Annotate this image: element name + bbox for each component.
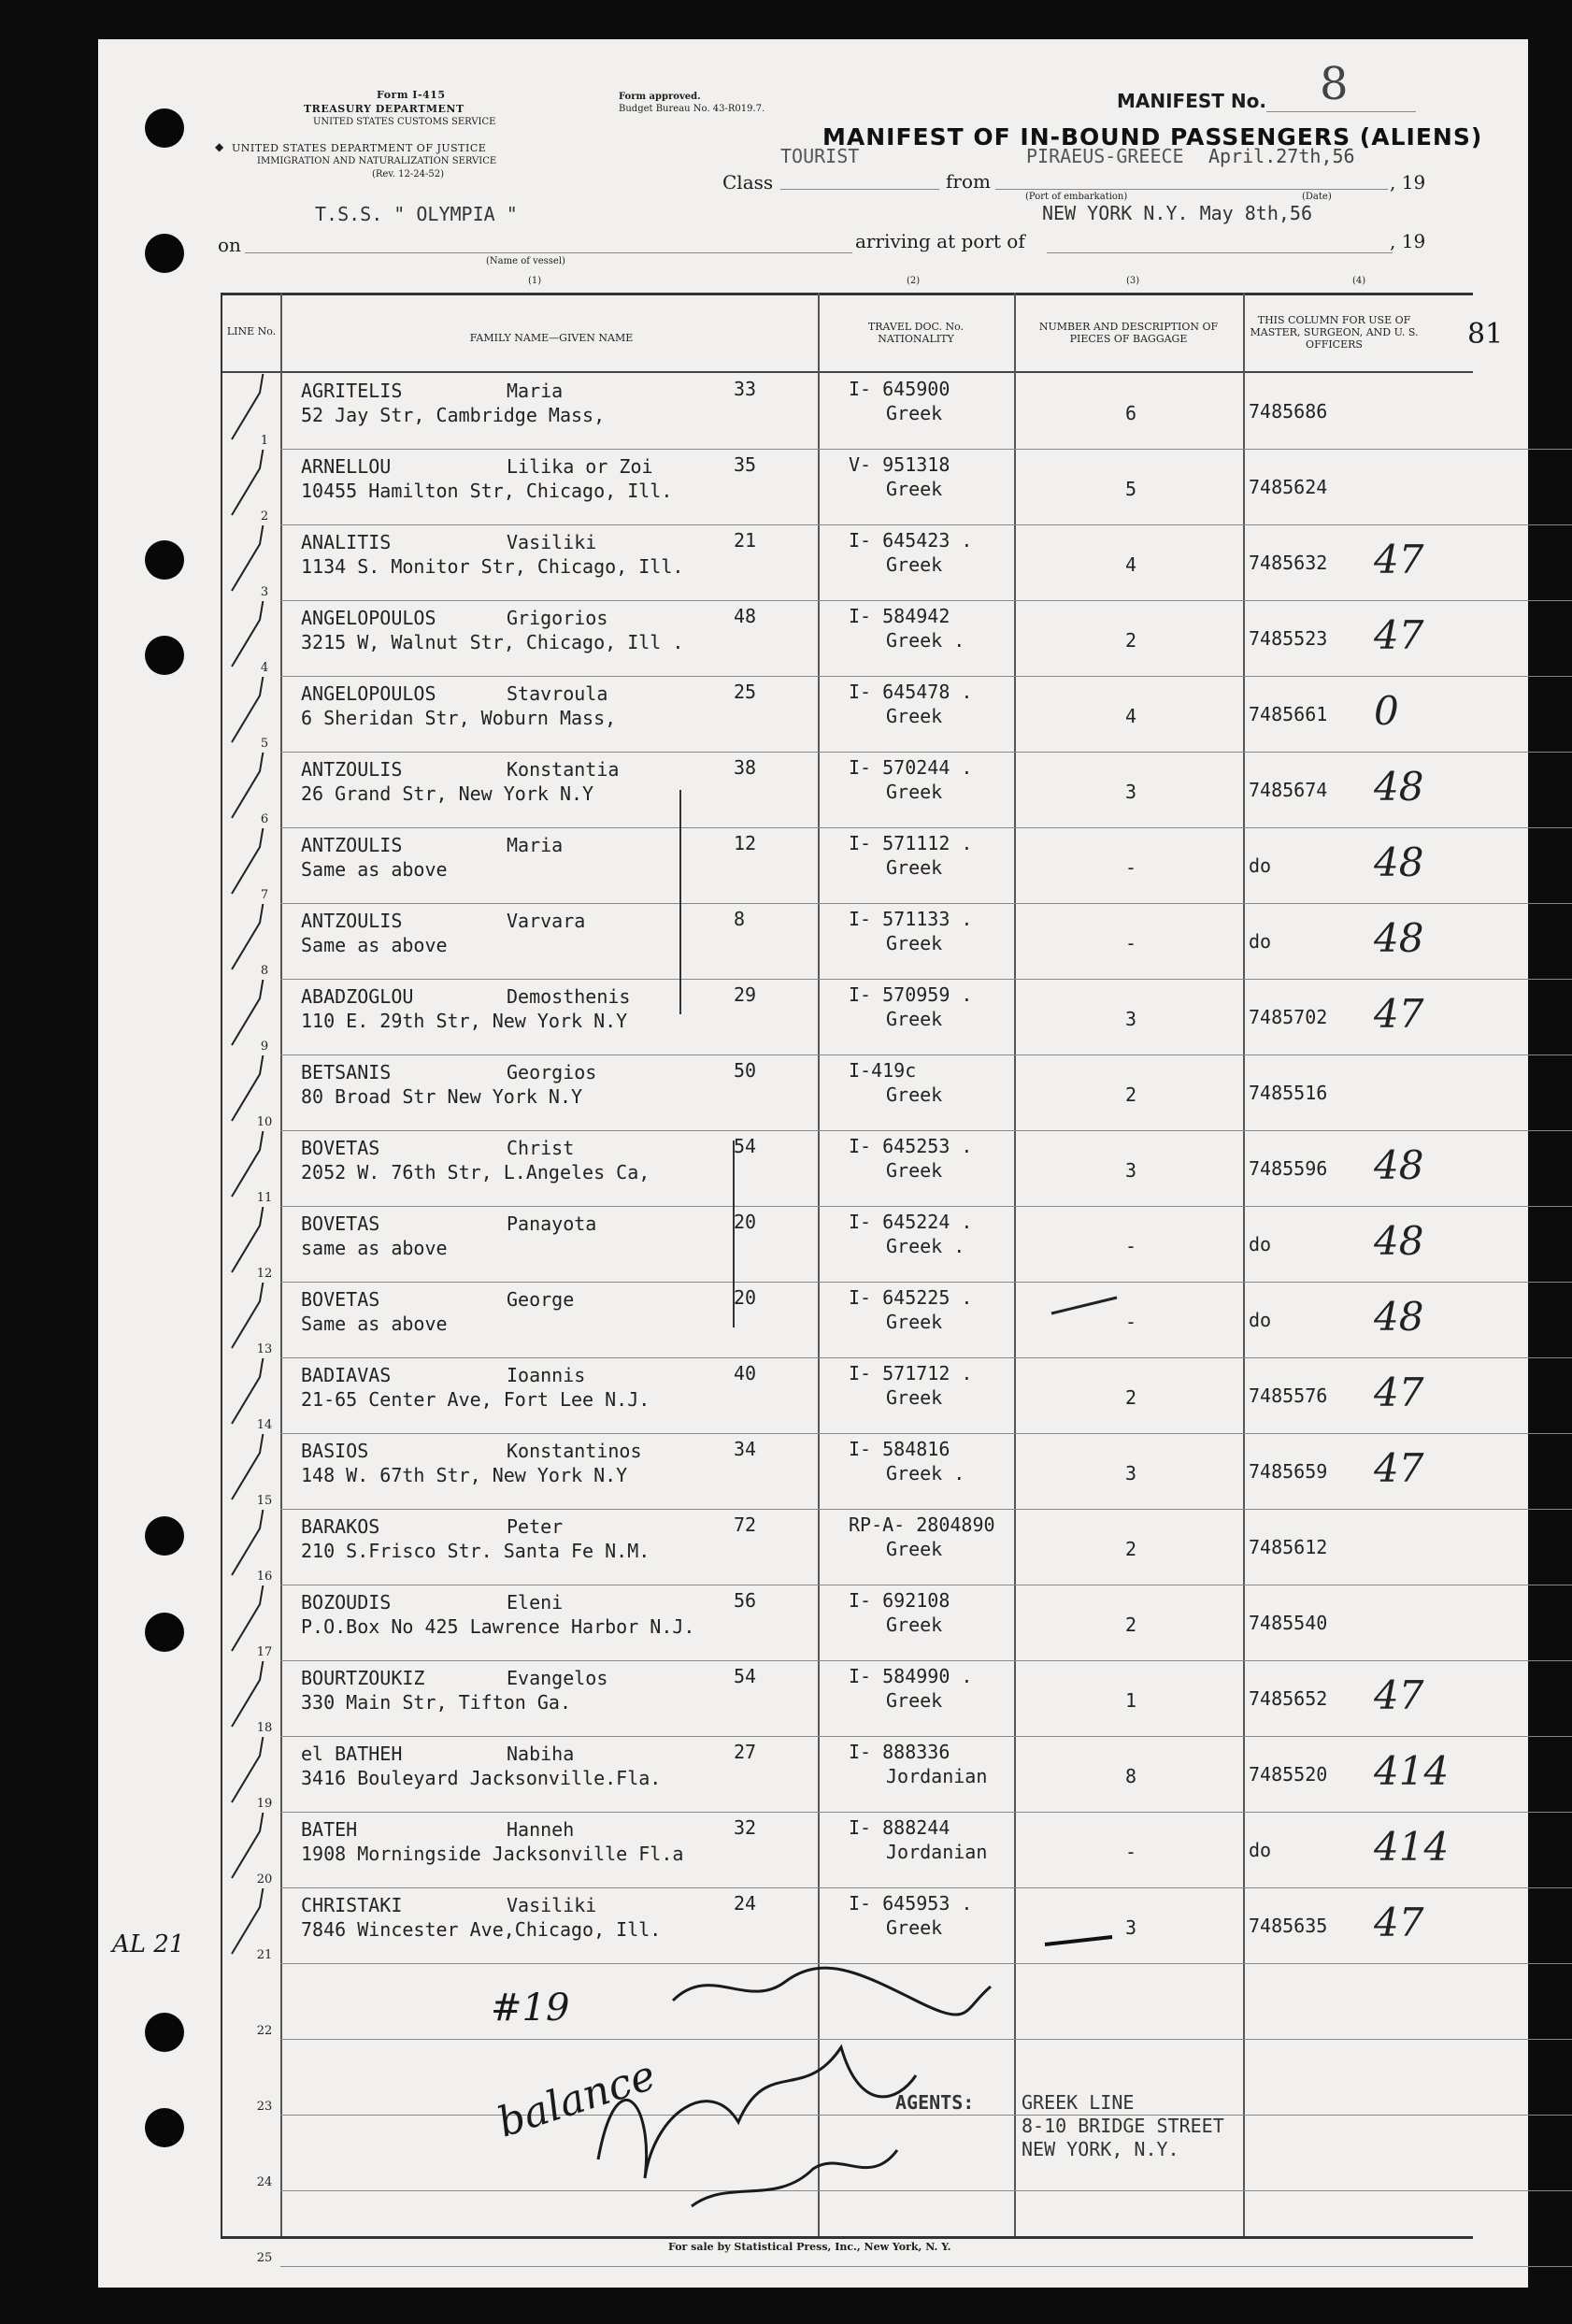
ticket-number: 7485661 [1249, 703, 1328, 725]
line-number: 10 [256, 1115, 273, 1129]
header-line-no: LINE No. [226, 325, 277, 337]
line-number: 17 [256, 1645, 273, 1659]
baggage-count: 8 [1124, 1765, 1137, 1787]
ticket-number: do [1249, 1309, 1272, 1331]
form-number: Form I-415 [377, 89, 446, 101]
given-name: Georgios [507, 1061, 597, 1083]
vessel-name: T.S.S. " OLYMPIA " [315, 203, 518, 225]
address: P.O.Box No 425 Lawrence Harbor N.J. [301, 1615, 695, 1638]
nationality: Greek [886, 478, 943, 500]
baggage-count: - [1124, 1311, 1137, 1333]
date-label: (Date) [1302, 192, 1332, 202]
dash-mark [1045, 1937, 1112, 1944]
line-number: 8 [260, 964, 269, 978]
given-name: George [507, 1288, 575, 1311]
address: 26 Grand Str, New York N.Y [301, 782, 594, 805]
ticket-number: 7485635 [1249, 1915, 1328, 1937]
baggage-count: 3 [1124, 1159, 1137, 1182]
address: 110 E. 29th Str, New York N.Y [301, 1010, 628, 1032]
vessel-label: (Name of vessel) [486, 256, 565, 266]
address: 1134 S. Monitor Str, Chicago, Ill. [301, 555, 684, 578]
address: 80 Broad Str New York N.Y [301, 1085, 583, 1108]
family-name: ANTZOULIS [301, 910, 403, 932]
line-number: 20 [256, 1872, 273, 1886]
header-officers: THIS COLUMN FOR USE OF MASTER, SURGEON, AND U. S. OFFICERS [1250, 314, 1419, 351]
given-name: Stavroula [507, 682, 608, 705]
given-name: Konstantia [507, 758, 620, 781]
nationality: Greek [886, 781, 943, 803]
on-label: on [218, 234, 241, 256]
sheet-number: 81 [1467, 318, 1504, 351]
given-name: Ioannis [507, 1364, 586, 1386]
baggage-count: 2 [1124, 1538, 1137, 1560]
given-name: Grigorios [507, 607, 608, 629]
age: 20 [734, 1211, 757, 1233]
officer-note: 47 [1374, 1900, 1424, 1945]
officer-note: 48 [1374, 839, 1424, 885]
treasury-dept: TREASURY DEPARTMENT [304, 103, 464, 115]
baggage-count: 2 [1124, 1386, 1137, 1409]
column-number: (2) [907, 276, 921, 286]
family-name: ANALITIS [301, 531, 392, 553]
ticket-number: 7485520 [1249, 1763, 1328, 1786]
form-revision: (Rev. 12-24-52) [372, 169, 445, 179]
nationality: Greek [886, 856, 943, 879]
family-name: AGRITELIS [301, 380, 403, 402]
age: 38 [734, 756, 757, 779]
address: 3416 Bouleyard Jacksonville.Fla. [301, 1767, 662, 1789]
given-name: Nabiha [507, 1743, 575, 1765]
nationality: Greek [886, 1083, 943, 1106]
baggage-count: 4 [1124, 705, 1137, 727]
ticket-number: do [1249, 930, 1272, 953]
header-travel-doc: TRAVEL DOC. No. NATIONALITY [867, 321, 965, 345]
travel-doc-number: I-419c [849, 1059, 917, 1082]
travel-doc-number: I- 571133 . [849, 908, 973, 930]
nationality: Greek [886, 1386, 943, 1409]
officer-note: 48 [1374, 915, 1424, 961]
line-number: 14 [256, 1418, 273, 1432]
officer-note: 48 [1374, 1218, 1424, 1264]
nationality: Jordanian [886, 1765, 988, 1787]
family-name: ABADZOGLOU [301, 985, 414, 1008]
nationality: Greek [886, 1916, 943, 1939]
family-name: ANTZOULIS [301, 758, 403, 781]
ticket-number: 7485686 [1249, 400, 1328, 423]
age: 40 [734, 1362, 757, 1384]
baggage-count: 3 [1124, 781, 1137, 803]
officer-note: 48 [1374, 1294, 1424, 1340]
nationality: Greek [886, 1689, 943, 1712]
address: Same as above [301, 934, 448, 956]
officer-note: 414 [1374, 1748, 1450, 1794]
baggage-count: 5 [1124, 478, 1137, 500]
family-name: ANTZOULIS [301, 834, 403, 856]
officer-note: 48 [1374, 1142, 1424, 1188]
baggage-count: 2 [1124, 1614, 1137, 1636]
ticket-number: do [1249, 1839, 1272, 1861]
line-number: 6 [260, 812, 269, 826]
line-number: 15 [256, 1494, 273, 1508]
age: 50 [734, 1059, 757, 1082]
given-name: Christ [507, 1137, 575, 1159]
address: Same as above [301, 1313, 448, 1335]
line-number: 13 [256, 1342, 273, 1356]
family-name: ARNELLOU [301, 455, 392, 478]
nationality: Greek [886, 1538, 943, 1560]
nationality: Greek . [886, 1462, 965, 1485]
class-label: Class [722, 171, 774, 194]
agents-line-3: NEW YORK, N.Y. [1022, 2138, 1179, 2160]
family-name: BADIAVAS [301, 1364, 392, 1386]
age: 48 [734, 605, 757, 627]
line-number: 1 [260, 434, 269, 448]
address: 3215 W, Walnut Str, Chicago, Ill . [301, 631, 684, 653]
manifest-title: MANIFEST OF IN-BOUND PASSENGERS (ALIENS) [822, 123, 1483, 151]
age: 72 [734, 1513, 757, 1536]
arriving-port: NEW YORK N.Y. May 8th,56 [1042, 202, 1312, 224]
nationality: Greek . [886, 1235, 965, 1257]
age: 12 [734, 832, 757, 854]
address: 10455 Hamilton Str, Chicago, Ill. [301, 480, 673, 502]
arriving-label: arriving at port of [855, 230, 1025, 252]
travel-doc-number: I- 584942 [849, 605, 950, 627]
ticket-number: 7485652 [1249, 1687, 1328, 1710]
budget-bureau: Budget Bureau No. 43-R019.7. [619, 104, 765, 114]
travel-doc-number: I- 888336 [849, 1741, 950, 1763]
officer-note: 0 [1374, 688, 1399, 734]
family-name: BOVETAS [301, 1137, 380, 1159]
family-name: BETSANIS [301, 1061, 392, 1083]
handwritten-note-1: #19 [491, 1987, 570, 2030]
nationality: Greek [886, 705, 943, 727]
bullet-icon: ◆ [215, 140, 224, 153]
ticket-number: 7485576 [1249, 1384, 1328, 1407]
ticket-number: 7485674 [1249, 779, 1328, 801]
immigration-service: IMMIGRATION AND NATURALIZATION SERVICE [257, 156, 497, 166]
travel-doc-number: I- 645478 . [849, 681, 973, 703]
year-label-1: , 19 [1390, 171, 1426, 194]
travel-doc-number: I- 645225 . [849, 1286, 973, 1309]
ticket-number: 7485659 [1249, 1460, 1328, 1483]
line-number: 12 [256, 1267, 273, 1281]
age: 56 [734, 1589, 757, 1612]
baggage-count: 1 [1124, 1689, 1137, 1712]
from-date: April.27th,56 [1208, 145, 1355, 167]
family-name: BOZOUDIS [301, 1591, 392, 1614]
ticket-number: 7485516 [1249, 1082, 1328, 1104]
address: 330 Main Str, Tifton Ga. [301, 1691, 571, 1714]
ticket-number: 7485523 [1249, 627, 1328, 650]
ticket-number: 7485632 [1249, 552, 1328, 574]
given-name: Panayota [507, 1212, 597, 1235]
address: 1908 Morningside Jacksonville Fl.a [301, 1843, 684, 1865]
from-port: PIRAEUS-GREECE [1026, 145, 1184, 167]
given-name: Lilika or Zoi [507, 455, 653, 478]
age: 27 [734, 1741, 757, 1763]
agents-line-1: GREEK LINE [1022, 2091, 1135, 2114]
justice-dept: UNITED STATES DEPARTMENT OF JUSTICE [232, 142, 487, 154]
given-name: Maria [507, 834, 564, 856]
address: 52 Jay Str, Cambridge Mass, [301, 404, 606, 426]
officer-note: 47 [1374, 1672, 1424, 1718]
line-number: 23 [256, 2100, 273, 2114]
age: 33 [734, 378, 757, 400]
travel-doc-number: I- 570244 . [849, 756, 973, 779]
officer-note: 47 [1374, 1445, 1424, 1491]
age: 54 [734, 1135, 757, 1157]
nationality: Greek [886, 402, 943, 424]
nationality: Jordanian [886, 1841, 988, 1863]
travel-doc-number: I- 645900 [849, 378, 950, 400]
travel-doc-number: RP-A- 2804890 [849, 1513, 995, 1536]
nationality: Greek [886, 932, 943, 954]
travel-doc-number: I- 645224 . [849, 1211, 973, 1233]
age: 54 [734, 1665, 757, 1687]
baggage-count: - [1124, 856, 1137, 879]
footer-note: For sale by Statistical Press, Inc., New York, N. Y. [668, 2241, 951, 2253]
family-name: BARAKOS [301, 1515, 380, 1538]
age: 8 [734, 908, 746, 930]
dash-mark [1051, 1298, 1117, 1313]
address: 148 W. 67th Str, New York N.Y [301, 1464, 628, 1486]
travel-doc-number: I- 645953 . [849, 1892, 973, 1915]
nationality: Greek [886, 1311, 943, 1333]
given-name: Vasiliki [507, 531, 597, 553]
officer-note: 414 [1374, 1824, 1450, 1870]
handwritten-note-2: balance [492, 2051, 662, 2147]
given-name: Konstantinos [507, 1440, 642, 1462]
family-name: CHRISTAKI [301, 1894, 403, 1916]
officer-note: 47 [1374, 991, 1424, 1037]
family-name: BASIOS [301, 1440, 369, 1462]
baggage-count: - [1124, 1235, 1137, 1257]
ticket-number: 7485540 [1249, 1612, 1328, 1634]
year-label-2: , 19 [1390, 230, 1426, 252]
travel-doc-number: I- 888244 [849, 1816, 950, 1839]
header-name: FAMILY NAME—GIVEN NAME [469, 332, 634, 344]
nationality: Greek [886, 1008, 943, 1030]
given-name: Maria [507, 380, 564, 402]
ticket-number: 7485624 [1249, 476, 1328, 498]
column-number: (1) [528, 276, 542, 286]
address: 6 Sheridan Str, Woburn Mass, [301, 707, 617, 729]
manifest-number: 8 [1320, 58, 1349, 110]
address: 210 S.Frisco Str. Santa Fe N.M. [301, 1540, 650, 1562]
ticket-number: 7485596 [1249, 1157, 1328, 1180]
officer-note: 47 [1374, 612, 1424, 658]
given-name: Eleni [507, 1591, 564, 1614]
baggage-count: 4 [1124, 553, 1137, 576]
travel-doc-number: I- 692108 [849, 1589, 950, 1612]
line-number: 16 [256, 1570, 273, 1584]
baggage-count: 3 [1124, 1462, 1137, 1485]
given-name: Vasiliki [507, 1894, 597, 1916]
age: 35 [734, 453, 757, 476]
age: 29 [734, 983, 757, 1006]
travel-doc-number: I- 645423 . [849, 529, 973, 552]
customs-service: UNITED STATES CUSTOMS SERVICE [313, 117, 496, 127]
family-name: ANGELOPOULOS [301, 607, 436, 629]
travel-doc-number: I- 645253 . [849, 1135, 973, 1157]
age: 34 [734, 1438, 757, 1460]
line-number: 9 [260, 1040, 269, 1054]
margin-note: AL 21 [112, 1930, 185, 1958]
age: 32 [734, 1816, 757, 1839]
ticket-number: do [1249, 1233, 1272, 1255]
address: same as above [301, 1237, 448, 1259]
address: Same as above [301, 858, 448, 881]
baggage-count: - [1124, 1841, 1137, 1863]
baggage-count: - [1124, 932, 1137, 954]
family-name: ANGELOPOULOS [301, 682, 436, 705]
officer-note: 48 [1374, 764, 1424, 810]
line-number: 18 [256, 1721, 273, 1735]
given-name: Evangelos [507, 1667, 608, 1689]
port-embark-label: (Port of embarkation) [1025, 192, 1128, 202]
baggage-count: 3 [1124, 1008, 1137, 1030]
column-number: (3) [1126, 276, 1140, 286]
line-number: 19 [256, 1797, 273, 1811]
line-number: 24 [256, 2175, 273, 2189]
address: 2052 W. 76th Str, L.Angeles Ca, [301, 1161, 650, 1184]
class-value: TOURIST [780, 145, 860, 167]
line-number: 22 [256, 2024, 273, 2038]
line-number: 25 [256, 2251, 273, 2265]
nationality: Greek [886, 1159, 943, 1182]
baggage-count: 2 [1124, 629, 1137, 652]
age: 21 [734, 529, 757, 552]
given-name: Varvara [507, 910, 586, 932]
officer-note: 47 [1374, 1370, 1424, 1415]
ticket-number: do [1249, 854, 1272, 877]
agents-line-2: 8-10 BRIDGE STREET [1022, 2115, 1224, 2137]
nationality: Greek [886, 553, 943, 576]
from-label: from [946, 170, 991, 193]
nationality: Greek . [886, 629, 965, 652]
baggage-count: 3 [1124, 1916, 1137, 1939]
address: 7846 Wincester Ave,Chicago, Ill. [301, 1918, 662, 1941]
travel-doc-number: V- 951318 [849, 453, 950, 476]
ticket-number: 7485612 [1249, 1536, 1328, 1558]
given-name: Peter [507, 1515, 564, 1538]
form-approved: Form approved. [619, 92, 701, 102]
line-number: 3 [260, 585, 269, 599]
line-number: 21 [256, 1948, 273, 1962]
manifest-no-label: MANIFEST No. [1117, 90, 1266, 112]
signature-mark [692, 2150, 897, 2206]
family-name: el BATHEH [301, 1743, 403, 1765]
officer-note: 47 [1374, 537, 1424, 582]
given-name: Hanneh [507, 1818, 575, 1841]
travel-doc-number: I- 571112 . [849, 832, 973, 854]
nationality: Greek [886, 1614, 943, 1636]
age: 20 [734, 1286, 757, 1309]
column-number: (4) [1352, 276, 1366, 286]
age: 25 [734, 681, 757, 703]
family-name: BATEH [301, 1818, 358, 1841]
travel-doc-number: I- 571712 . [849, 1362, 973, 1384]
line-number: 11 [256, 1191, 273, 1205]
family-name: BOVETAS [301, 1288, 380, 1311]
signature-mark [673, 1968, 991, 2015]
travel-doc-number: I- 570959 . [849, 983, 973, 1006]
travel-doc-number: I- 584990 . [849, 1665, 973, 1687]
line-number: 7 [260, 888, 269, 902]
address: 21-65 Center Ave, Fort Lee N.J. [301, 1388, 650, 1411]
age: 24 [734, 1892, 757, 1915]
baggage-count: 6 [1124, 402, 1137, 424]
given-name: Demosthenis [507, 985, 631, 1008]
line-number: 5 [260, 737, 269, 751]
family-name: BOVETAS [301, 1212, 380, 1235]
agents-label: AGENTS: [895, 2091, 975, 2114]
ticket-number: 7485702 [1249, 1006, 1328, 1028]
line-number: 2 [260, 509, 269, 524]
travel-doc-number: I- 584816 [849, 1438, 950, 1460]
baggage-count: 2 [1124, 1083, 1137, 1106]
family-name: BOURTZOUKIZ [301, 1667, 425, 1689]
line-number: 4 [260, 661, 269, 675]
header-baggage: NUMBER AND DESCRIPTION OF PIECES OF BAGGAGE [1038, 321, 1219, 345]
